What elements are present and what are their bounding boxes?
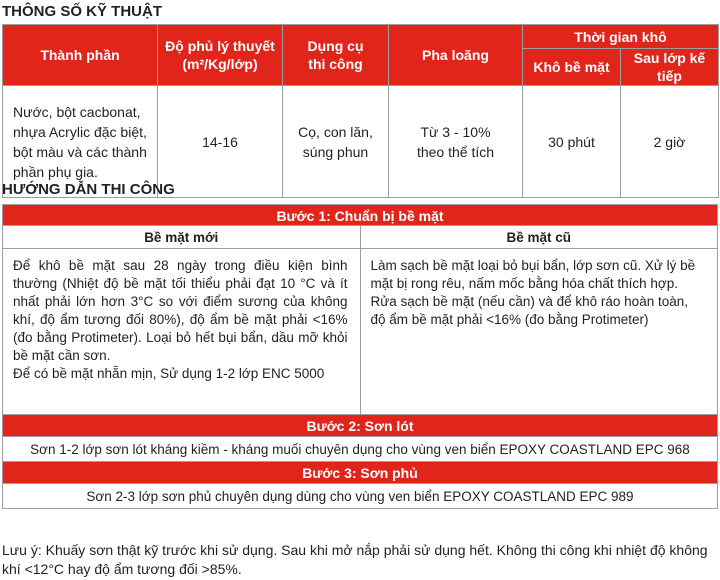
old-surface-text: Làm sạch bề mặt loại bỏ bụi bẩn, lớp sơn cũ. Xử lý bề mặt bị rong rêu, nấm mốc bằng hóa chất thích hợp. Rửa sạch bề mặt (nếu cần) và để khô ráo hoàn toàn, độ ẩm bề mặt phải <16% (đo bằng Protimeter) [370, 258, 696, 327]
value-surface-dry: 30 phút [523, 86, 621, 198]
header-recoat: Sau lớp kế tiếp [621, 49, 719, 86]
value-component: Nước, bột cacbonat, nhựa Acrylic đặc biệt, bột màu và các thành phần phụ gia. [3, 86, 158, 198]
header-surface-dry: Khô bề mặt [523, 49, 621, 86]
value-recoat: 2 giờ [621, 86, 719, 198]
step2-text: Sơn 1-2 lớp sơn lót kháng kiềm - kháng muối chuyên dụng cho vùng ven biển EPOXY COASTLAND EPC 968 [2, 437, 718, 462]
new-surface-label: Bề mặt mới [3, 226, 361, 249]
step3-title: Bước 3: Sơn phủ [2, 462, 718, 484]
new-surface-cell [3, 249, 361, 414]
value-thinning [389, 86, 523, 198]
step3-text: Sơn 2-3 lớp sơn phủ chuyên dụng dùng cho vùng ven biển EPOXY COASTLAND EPC 989 [2, 484, 718, 509]
header-thinning: Pha loãng [389, 25, 523, 86]
value-tools-text: Cọ, con lăn, súng phun [298, 123, 373, 160]
new-surface-text: Để khô bề mặt sau 28 ngày trong điều kiện bình thường (Nhiệt độ bề mặt tối thiểu phải đạt 10 °C và ít nhất phải lớn hơn 3°C so với điểm sương của không khí, độ ẩm tương đối 80%), độ ẩm bề mặt phải <16% (đo bằng Protimeter). Loại bỏ hết bụi bẩn, dầu mỡ khỏi bề mặt cần sơn. [13, 258, 348, 363]
note-text: Lưu ý: Khuấy sơn thật kỹ trước khi sử dụng. Sau khi mở nắp phải sử dụng hết. Không thi công khi nhiệt độ không khí <12°C hay độ ẩm tương đối >85%. [2, 542, 708, 577]
header-tools-line2: thi công [308, 56, 363, 72]
old-surface-cell [361, 249, 718, 414]
step2-title: Bước 2: Sơn lót [2, 415, 718, 437]
value-thinning-text: Từ 3 - 10% theo thể tích [416, 123, 495, 160]
value-tools [283, 86, 389, 198]
new-surface-text-2: Để có bề mặt nhẵn mịn, Sử dụng 1-2 lớp ENC 5000 [13, 366, 325, 381]
guide-section-title: HƯỚNG DẪN THI CÔNG [2, 181, 175, 198]
guide-block [2, 204, 718, 509]
spec-section-title: THÔNG SỐ KỸ THUẬT [2, 3, 162, 20]
old-surface-label: Bề mặt cũ [361, 226, 718, 249]
step1-body [2, 249, 718, 415]
step1-title: Bước 1: Chuẩn bị bề mặt [2, 204, 718, 226]
header-drying-time: Thời gian khô [523, 25, 719, 49]
header-tools [283, 25, 389, 86]
header-coverage [158, 25, 283, 86]
header-tools-line1: Dụng cụ [307, 38, 364, 54]
header-coverage-line2: (m²/Kg/lớp) [182, 56, 258, 72]
step1-subheaders [2, 226, 718, 249]
header-component: Thành phần [3, 25, 158, 86]
value-coverage: 14-16 [158, 86, 283, 198]
spec-table [2, 24, 719, 198]
header-coverage-line1: Độ phủ lý thuyết [165, 38, 275, 54]
